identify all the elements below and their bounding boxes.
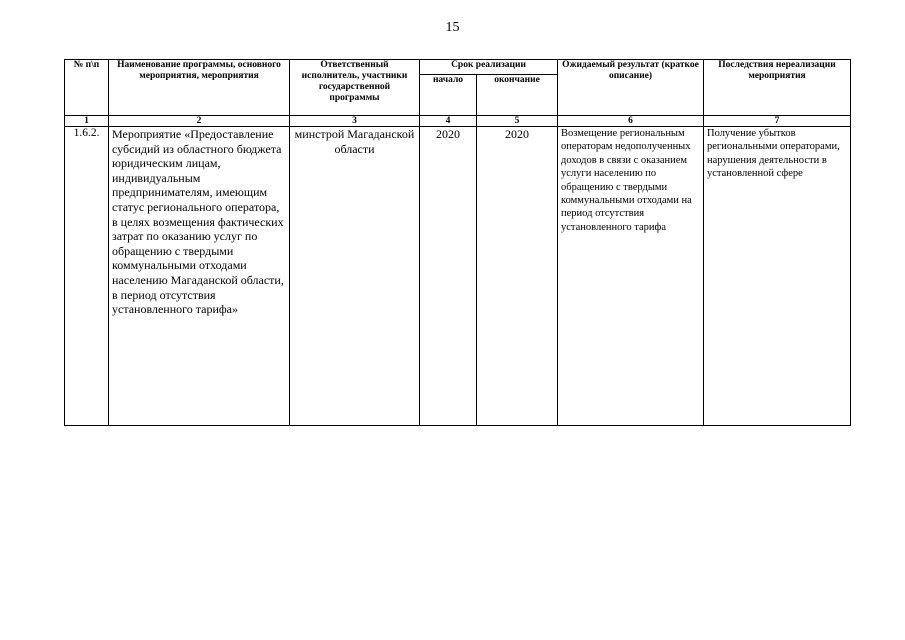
header-term: Срок реализации [420,60,558,75]
header-result: Ожидаемый результат (краткое описание) [558,60,704,116]
row-name: Мероприятие «Предоставление субсидий из областного бюджета юридическим лицам, индивидуальным предпринимателям, имеющим статус регионального оператора, в целях возмещения фактических затрат по оказанию услуг по обращению с твердыми коммунальными отходами населению Магаданской области, в период отсутствия установленного тарифа» [109,127,290,426]
column-number: 5 [477,116,558,127]
row-start: 2020 [420,127,477,426]
column-number: 3 [290,116,420,127]
row-result: Возмещение региональным операторам недополученных доходов в связи с оказанием услуги населению по обращению с твердыми коммунальными отходами на период отсутствия установленного тарифа [558,127,704,426]
column-number: 2 [109,116,290,127]
row-consequences: Получение убытков региональными операторами, нарушения деятельности в установленной сфере [704,127,851,426]
row-executor: минстрой Магаданской области [290,127,420,426]
row-end: 2020 [477,127,558,426]
column-number: 1 [65,116,109,127]
header-executor: Ответственный исполнитель, участники государственной программы [290,60,420,116]
column-number: 7 [704,116,851,127]
row-num: 1.6.2. [65,127,109,426]
page-number: 15 [445,20,460,35]
header-num: № п\п [65,60,109,116]
header-start: начало [420,75,477,116]
header-consequences: Последствия нереализации мероприятия [704,60,851,116]
header-end: окончание [477,75,558,116]
column-numbers-row [65,116,851,127]
table-row [65,127,851,426]
header-name: Наименование программы, основного мероприятия, мероприятия [109,60,290,116]
column-number: 4 [420,116,477,127]
program-measures-table [64,59,851,426]
column-number: 6 [558,116,704,127]
